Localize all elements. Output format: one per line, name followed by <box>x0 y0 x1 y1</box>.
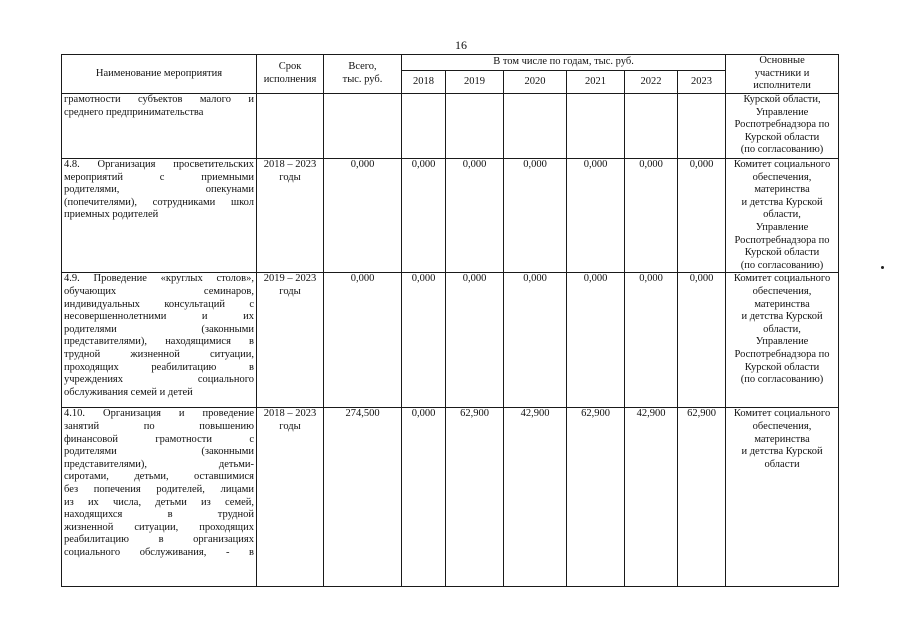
measure-name: 4.8. Организация просветительских мероприятий с приемными родителями, опекунами (попечителями), сотрудниками школ приемных родителей <box>62 159 257 273</box>
measure-term <box>257 94 324 159</box>
year-value: 0,000 <box>625 273 678 408</box>
year-value <box>678 94 726 159</box>
measure-term: 2019 – 2023 годы <box>257 273 324 408</box>
header-year: 2021 <box>567 71 625 94</box>
measure-participants: Курской области, Управление Роспотребнадзора по Курской области (по согласованию) <box>726 94 839 159</box>
measure-participants: Комитет социального обеспечения, материнства и детства Курской области <box>726 408 839 587</box>
measure-total: 0,000 <box>324 159 402 273</box>
year-value <box>567 94 625 159</box>
year-value: 0,000 <box>402 408 446 587</box>
table-row <box>62 94 839 159</box>
year-value: 0,000 <box>504 273 567 408</box>
header-term: Срок исполнения <box>257 55 324 94</box>
measures-table <box>61 54 839 587</box>
year-value <box>402 94 446 159</box>
header-years-group: В том числе по годам, тыс. руб. <box>402 55 726 71</box>
year-value: 0,000 <box>567 159 625 273</box>
table-row <box>62 273 839 408</box>
measure-total <box>324 94 402 159</box>
measure-participants: Комитет социального обеспечения, материнства и детства Курской области, Управление Роспотребнадзора по Курской области (по согласованию) <box>726 273 839 408</box>
measure-name: 4.9. Проведение «круглых столов», обучающих семинаров, индивидуальных консультаций с несовершеннолетними и их родителями (законными представителями), находящимися в трудной жизненной ситуации, проходящих реабилитацию в учреждениях социального обслуживания семей и детей <box>62 273 257 408</box>
measure-total: 274,500 <box>324 408 402 587</box>
margin-dot <box>881 266 884 269</box>
year-value: 0,000 <box>446 273 504 408</box>
header-year: 2023 <box>678 71 726 94</box>
year-value: 0,000 <box>504 159 567 273</box>
measure-name: грамотности субъектов малого и среднего предпринимательства <box>62 94 257 159</box>
header-total: Всего, тыс. руб. <box>324 55 402 94</box>
measure-name: 4.10. Организация и проведение занятий по повышению финансовой грамотности с родителями (законными представителями), детьми- сиротами, детьми, оставшимися без попечения родителей, лицами из их числа, детьми из семей, находящихся в трудной жизненной ситуации, проходящих реабилитацию в организациях социального обслуживания, - в <box>62 408 257 587</box>
measure-total: 0,000 <box>324 273 402 408</box>
year-value: 0,000 <box>678 273 726 408</box>
header-year: 2022 <box>625 71 678 94</box>
measure-term: 2018 – 2023 годы <box>257 159 324 273</box>
header-participants: Основные участники и исполнители <box>726 55 839 94</box>
year-value: 42,900 <box>504 408 567 587</box>
measure-term: 2018 – 2023 годы <box>257 408 324 587</box>
year-value: 0,000 <box>402 159 446 273</box>
measure-participants: Комитет социального обеспечения, материнства и детства Курской области, Управление Роспотребнадзора по Курской области (по согласованию) <box>726 159 839 273</box>
table-row <box>62 159 839 273</box>
year-value: 62,900 <box>446 408 504 587</box>
header-year: 2020 <box>504 71 567 94</box>
year-value: 0,000 <box>402 273 446 408</box>
header-year: 2018 <box>402 71 446 94</box>
year-value <box>504 94 567 159</box>
year-value: 0,000 <box>678 159 726 273</box>
header-name: Наименование мероприятия <box>62 55 257 94</box>
year-value: 62,900 <box>678 408 726 587</box>
year-value: 42,900 <box>625 408 678 587</box>
year-value: 0,000 <box>446 159 504 273</box>
year-value <box>625 94 678 159</box>
header-year: 2019 <box>446 71 504 94</box>
year-value: 0,000 <box>567 273 625 408</box>
year-value <box>446 94 504 159</box>
year-value: 0,000 <box>625 159 678 273</box>
year-value: 62,900 <box>567 408 625 587</box>
table-row <box>62 408 839 587</box>
page-number: 16 <box>455 38 467 52</box>
